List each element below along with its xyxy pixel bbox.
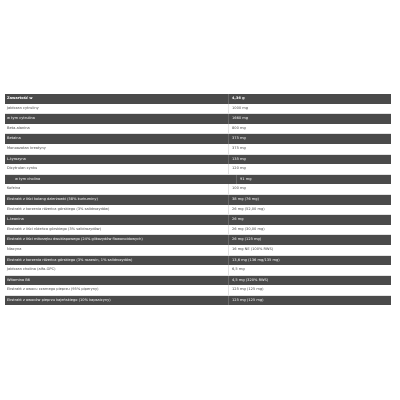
ingredient-amount-cell: 375 mg: [228, 134, 391, 144]
ingredient-name-cell: Ekstrakt z owocu czarnego pieprzu (95% piperyny): [7, 287, 99, 292]
table-row: [5, 134, 391, 144]
ingredient-name-cell: Ekstrakt z korzenia różeńca górskiego (3% salidrozydów): [7, 206, 110, 211]
table-row: [5, 225, 391, 236]
table-row: [5, 296, 391, 306]
table-header-row: [5, 94, 391, 104]
ingredient-amount-cell: 100 mg: [228, 184, 391, 194]
ingredient-name-cell: Monoazotan kreatyny: [7, 145, 46, 150]
header-amount-cell: 4,36 g: [228, 94, 391, 104]
ingredient-amount-cell: 16 mg NE (100% RWS): [228, 245, 391, 255]
ingredient-name-cell: w tym cholina: [15, 176, 41, 181]
table-row: [5, 175, 391, 185]
ingredient-name-cell: Jabłczan cytruliny: [7, 105, 39, 110]
ingredient-amount-cell: 135 mg: [228, 155, 391, 165]
table-row: [5, 205, 391, 216]
table-row: [5, 124, 391, 135]
ingredient-name-cell: Ekstrakt z korzenia różeńca górskiego (3% rozawin, 1% salidrozydów): [7, 257, 133, 262]
ingredient-name-cell: Ekstrakt z liści miłorzębu dwuklapowego (24% glikozydów flawonoidowych): [7, 237, 143, 242]
ingredient-amount-cell: 26 mg (52,00 mg): [228, 205, 391, 215]
ingredient-name-cell: L-teanina: [7, 217, 24, 222]
table-row: [5, 114, 391, 124]
ingredient-amount-cell: 1000 mg: [228, 104, 391, 114]
ingredient-amount-cell: 26 mg: [228, 215, 391, 225]
ingredient-amount-cell: 26 mg (30,00 mg): [228, 225, 391, 235]
header-name-cell: Zawartość w: [7, 96, 33, 100]
ingredient-amount-cell: 375 mg: [228, 144, 391, 154]
ingredient-amount-cell: 125 mg (125 mg): [228, 285, 391, 295]
ingredient-amount-cell: 26 mg (125 mg): [228, 235, 391, 245]
ingredient-name-cell: w tym cytrulina: [7, 116, 36, 121]
ingredient-amount-cell: 4,5 mg (320% RWS): [228, 276, 391, 286]
ingredient-name-cell: Witamina B6: [7, 277, 30, 282]
ingredient-name-cell: Jabłczan cholina (alfa-GPC): [7, 267, 56, 272]
table-row: [5, 235, 391, 245]
table-body: [5, 104, 391, 306]
table-row: [5, 256, 391, 266]
table-row: [5, 245, 391, 256]
ingredient-name-cell: Kofeina: [7, 186, 21, 191]
table-row: [5, 265, 391, 276]
ingredient-name-cell: Ekstrakt z liści kolang dzierżawki (58% kurkuminy): [7, 196, 98, 201]
table-row: [5, 285, 391, 296]
table-row: [5, 276, 391, 286]
table-row: [5, 184, 391, 195]
ingredient-name-cell: Ekstrakt z owoców pieprzu kajeńskiego (10% kapsaicyny): [7, 297, 111, 302]
ingredient-amount-cell: 91 mg: [236, 175, 391, 185]
ingredient-amount-cell: 120 mg: [228, 164, 391, 174]
ingredient-amount-cell: 38 mg (76 mg): [228, 195, 391, 205]
ingredient-amount-cell: 1660 mg: [228, 114, 391, 124]
ingredient-amount-cell: 13,6 mg (136 mg/135 mg): [228, 256, 391, 266]
table-row: [5, 144, 391, 155]
ingredient-name-cell: Ekstrakt z liści różeńca górskiego (3% salidrozydów): [7, 226, 102, 231]
table-row: [5, 104, 391, 115]
table-row: [5, 215, 391, 225]
ingredient-name-cell: Dicytrulan cynku: [7, 166, 38, 171]
table-row: [5, 155, 391, 165]
ingredient-amount-cell: 800 mg: [228, 124, 391, 134]
ingredient-name-cell: Beta-alanina: [7, 125, 30, 130]
ingredient-name-cell: L-tyrozyna: [7, 156, 26, 161]
ingredient-amount-cell: 125 mg (125 mg): [228, 296, 391, 306]
ingredient-amount-cell: 6,5 mg: [228, 265, 391, 275]
table-row: [5, 164, 391, 175]
ingredient-name-cell: Niacyna: [7, 246, 22, 251]
ingredient-name-cell: Betaina: [7, 136, 21, 141]
table-row: [5, 195, 391, 205]
nutrition-table: [5, 94, 391, 305]
